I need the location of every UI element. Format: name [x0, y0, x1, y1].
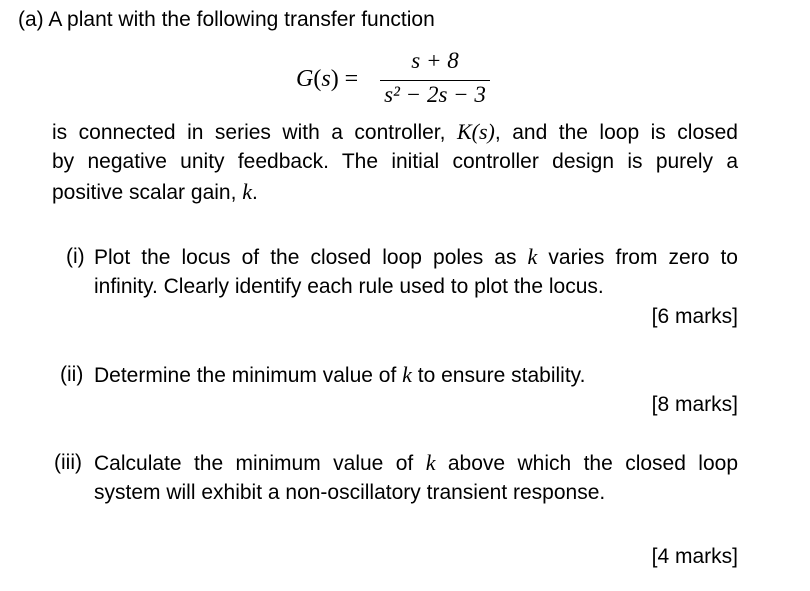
part-text: Determine the minimum value of [94, 364, 397, 387]
part-text: Plot the locus of the closed loop poles as [94, 246, 517, 269]
part-iii-line-2: system will exhibit a non-oscillatory transient response. [94, 481, 606, 504]
paragraph-text: positive scalar gain, [52, 181, 237, 204]
part-text: to ensure stability. [417, 364, 586, 387]
part-i-line-1 [94, 243, 738, 272]
gain-symbol: k [425, 450, 436, 475]
paragraph-line-2: by negative unity feedback. The initial controller design is purely a [52, 150, 738, 173]
gain-symbol: k [402, 362, 412, 387]
paragraph-line-3 [52, 178, 258, 207]
part-i-line-2: infinity. Clearly identify each rule used to plot the locus. [94, 275, 604, 298]
equation-func-name: G [296, 66, 314, 92]
gain-symbol: k [242, 179, 253, 204]
equation-denominator [380, 82, 490, 108]
paragraph-text: . [252, 181, 258, 204]
part-i-marks: [6 marks] [651, 305, 738, 328]
transfer-function-equation [296, 48, 516, 112]
controller-symbol: K(s) [456, 119, 495, 144]
equation-numerator-text: s + 8 [411, 48, 459, 73]
part-ii-line-1 [94, 361, 585, 390]
equation-denominator-text: s² − 2s − 3 [384, 82, 486, 107]
question-intro: A plant with the following transfer function [48, 8, 435, 31]
part-text: above which the closed loop [447, 452, 739, 475]
gain-symbol: k [527, 244, 538, 269]
paragraph-text: is connected in series with a controller, [52, 121, 446, 144]
part-ii-marks: [8 marks] [651, 393, 738, 416]
part-iii-line-1 [94, 449, 738, 478]
question-heading [18, 6, 435, 34]
equation-func-arg: s [321, 66, 331, 92]
paragraph-line-1 [52, 118, 738, 147]
part-text: varies from zero to [548, 246, 738, 269]
fraction-bar [380, 80, 490, 81]
part-i-label: (i) [66, 245, 85, 268]
part-text: Calculate the minimum value of [94, 452, 414, 475]
part-iii-label: (iii) [54, 451, 82, 474]
equation-numerator [380, 48, 490, 74]
paragraph-text: , and the loop is closed [494, 121, 738, 144]
part-ii-label: (ii) [60, 363, 84, 386]
equation-lhs: G(s) = [296, 66, 359, 92]
part-iii-marks: [4 marks] [651, 545, 738, 568]
question-label: (a) [18, 8, 44, 31]
